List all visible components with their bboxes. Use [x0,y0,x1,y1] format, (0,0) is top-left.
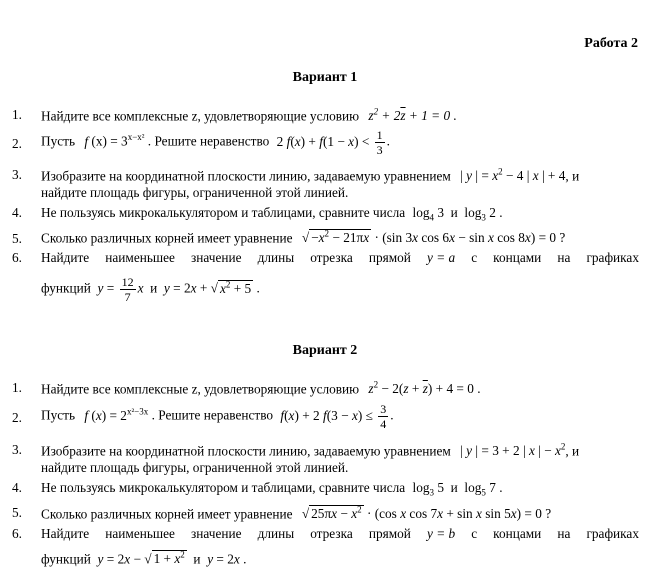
word: концами [493,250,542,265]
problem-2: Пусть f $(x) = 2^{x^2-3x}$ . Решите неравенство f(x) + 2 f(3 − x) ≤ $\frac{3}{4}$ . [41,402,394,431]
problem-1 [41,107,457,124]
problem-text: Изобразите на координатной плоскости линию, задаваемую уравнением [41,443,451,459]
word: концами [493,526,542,541]
problem-text: , и [565,443,580,459]
problem-3 [41,442,579,459]
math-expression: √ $-x^2 - 21\pi x \cdot (\sin$ 3x cos 6x − sin x cos 8x) = 0 ? [301,229,566,246]
fraction: $\frac{3}{4}$ [380,402,387,431]
problem-number: 3. [12,442,22,457]
problem-2: Пусть f $(x) = 3^{x-x^2}$ . Решите неравенство 2 f(x) + f(1 − x) < $\frac{1}{3}$ . [41,128,390,157]
math-expression: f $(x) = 2^{x^2-3x}$ [84,406,149,423]
problem-5 [41,505,551,522]
problem-number: 5. [12,505,22,520]
math-expression: y = b [426,526,456,541]
word: Найдите [41,526,90,541]
word: на [557,250,571,265]
problem-text: Пусть [41,407,76,423]
problem-text: . Решите неравенство [151,407,274,423]
problem-text: , и [565,168,580,184]
math-expression: | y | = 3 + 2 | x | − $x^2$ [460,442,566,459]
problem-number: 6. [12,526,22,541]
math-expression: f(x) + 2 f(3 − x) ≤ [280,407,373,423]
problem-number: 1. [12,107,22,122]
problem-1 [41,380,481,397]
work-title: Работа 2 [584,36,638,51]
problem-number: 1. [12,380,22,395]
problem-6 [41,526,639,542]
word: отрезка [310,526,353,541]
problem-number: 5. [12,231,22,246]
problem-number: 4. [12,205,22,220]
word: графиках [586,250,639,265]
math-expression: $\log_4 3$ и $\log_3 2$ . [412,205,503,223]
problem-4 [41,480,503,498]
problem-number: 2. [12,136,22,151]
problem-text: Сколько различных корней имеет уравнение [41,506,293,522]
problem-4 [41,205,503,223]
problem-number: 3. [12,167,22,182]
math-expression: √ $25\pi x - x^2 \cdot (\cos$ x cos 7x + sin x sin 5x) = 0 ? [301,505,552,522]
word: с [471,526,478,541]
math-expression: $z^2 - 2(z + \overline{z}) + 4 = 0$ . [368,380,481,397]
variant-1-title: Вариант 1 [292,70,358,85]
problem-text: Не пользуясь микрокалькулятором и таблицами, сравните числа [41,480,406,495]
word: значение [191,250,242,265]
problem-number: 2. [12,410,22,425]
word: с [471,250,478,265]
problem-6-line2: функций y = $\frac{12}{7}$ x и y = 2x + √ $x^2 + 5$ . [41,275,260,304]
math-expression: | y | = $x^2 - 4$ | x | + 4 [460,167,566,184]
math-expression: y = a [426,250,456,265]
word: отрезка [310,250,353,265]
word: прямой [368,526,411,541]
math-expression: f [84,133,89,149]
word: Найдите [41,250,90,265]
problem-text: Пусть [41,133,76,149]
word: на [557,526,571,541]
word: графиках [586,526,639,541]
problem-text: Найдите все комплексные z, удовлетворяющие условию [41,108,360,124]
word: наименьшее [105,526,175,541]
problem-number: 6. [12,250,22,265]
math-expression: $z^2 + 2\overline{z} + 1 = 0$ . [368,107,457,124]
word: прямой [368,250,411,265]
problem-6-line2: функций y = 2x − √ $1 + x^2$ и y = 2x . [41,550,247,567]
problem-3-line2: найдите площадь фигуры, ограниченной этой линией. [41,460,349,475]
fraction: $\frac{12}{7}$ [121,275,134,304]
problem-number: 4. [12,480,22,495]
problem-5 [41,229,565,246]
word: длины [257,250,295,265]
problem-3-line2: найдите площадь фигуры, ограниченной этой линией. [41,185,349,200]
math-expression: 2 f(x) + f(1 − x) < [276,133,370,149]
math-expression: $\log_3 5$ и $\log_5 7$ . [412,480,503,498]
problem-text: Изобразите на координатной плоскости линию, задаваемую уравнением [41,168,451,184]
word: длины [257,526,295,541]
variant-2-title: Вариант 2 [292,343,358,358]
problem-text: Сколько различных корней имеет уравнение [41,230,293,246]
problem-text: . Решите неравенство [147,133,270,149]
problem-6 [41,250,639,266]
problem-text: Найдите все комплексные z, удовлетворяющие условию [41,381,360,397]
word: значение [191,526,242,541]
problem-text: Не пользуясь микрокалькулятором и таблицами, сравните числа [41,205,406,220]
problem-3 [41,167,579,184]
word: наименьшее [105,250,175,265]
fraction: $\frac{1}{3}$ [376,128,383,157]
